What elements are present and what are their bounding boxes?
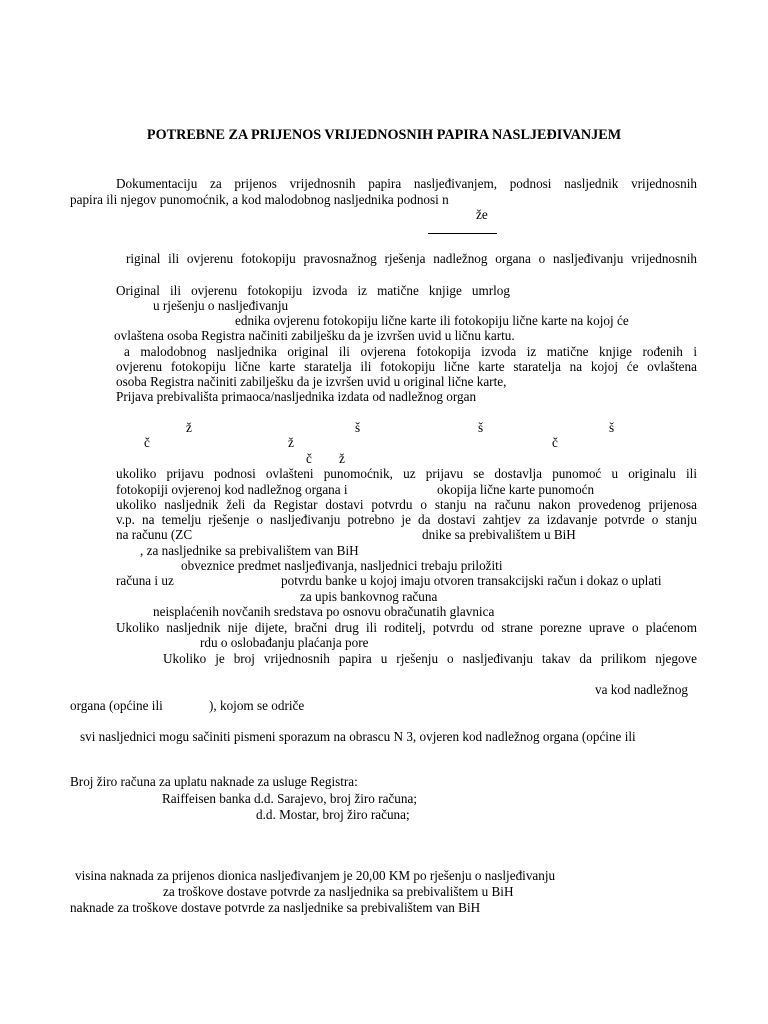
paragraph-line: , za nasljednike sa prebivalištem van BiH xyxy=(140,543,359,558)
paragraph-line: Prijava prebivališta primaoca/nasljednika izdata od nadležnog organ xyxy=(116,389,477,404)
paragraph-line: va kod nadležnog xyxy=(595,682,689,697)
paragraph-line: okopija lične karte punomoćn xyxy=(437,482,595,497)
paragraph-line: dnike sa prebivalištem u BiH xyxy=(422,527,576,542)
paragraph-line: v.p. na temelju rješenje o nasljeđivanju potrebno je da dostavi zahtjev za izdavanje potvrde o stanju xyxy=(116,512,697,527)
paragraph-line: naknade za troškove dostave potvrde za nasljednike sa prebivalištem van BiH xyxy=(70,900,481,915)
paragraph-line: na računu (ZC xyxy=(116,527,193,542)
paragraph-line: visina naknada za prijenos dionica nasljeđivanjem je 20,00 KM po rješenju o nasljeđivanju xyxy=(75,868,556,883)
paragraph-line: potvrdu banke u kojoj imaju otvoren transakcijski račun i dokaz o uplati xyxy=(281,573,662,588)
paragraph-line: ednika ovjerenu fotokopiju lične karte ili fotokopiju lične karte na kojoj će xyxy=(235,313,629,328)
paragraph-line: svi nasljednici mogu sačiniti pismeni sporazum na obrascu N 3, ovjeren kod nadležnog organa (općine ili xyxy=(80,729,636,744)
text-fragment: š xyxy=(355,420,361,435)
paragraph-line: u rješenju o nasljeđivanju xyxy=(153,298,289,313)
paragraph-line: papira ili njegov punomoćnik, a kod malodobnog nasljednika podnosi n xyxy=(70,192,449,207)
paragraph-line: Raiffeisen banka d.d. Sarajevo, broj žiro računa; xyxy=(162,791,417,806)
paragraph-line: d.d. Mostar, broj žiro računa; xyxy=(256,807,410,822)
paragraph-line: Dokumentaciju za prijenos vrijednosnih papira nasljeđivanjem, podnosi nasljednik vrijednosnih xyxy=(116,176,697,191)
paragraph-line: ), kojom se odriče xyxy=(209,698,305,713)
paragraph-line: obveznice predmet nasljeđivanja, nasljednici trebaju priložiti xyxy=(181,558,503,573)
paragraph-line: ukoliko prijavu podnosi ovlašteni punomoćnik, uz prijavu se dostavlja punomoć u originalu ili xyxy=(116,466,697,481)
document-title: POTREBNE ZA PRIJENOS VRIJEDNOSNIH PAPIRA NASLJEĐIVANJEM xyxy=(146,127,622,143)
paragraph-line: a malodobnog nasljednika original ili ovjerena fotokopija izvoda iz matične knjige rođenih i xyxy=(124,344,697,359)
text-fragment: č xyxy=(306,451,312,466)
text-fragment: že xyxy=(476,207,488,222)
text-fragment: ž xyxy=(186,420,192,435)
paragraph-line: riginal ili ovjerenu fotokopiju pravosnažnog rješenja nadležnog organa o nasljeđivanju vrijednosnih xyxy=(126,251,697,266)
paragraph-line: za troškove dostave potvrde za nasljednika sa prebivalištem u BiH xyxy=(163,884,514,899)
paragraph-line: Ukoliko nasljednik nije dijete, bračni drug ili roditelj, potvrdu od strane porezne uprave o plaćenom xyxy=(116,620,697,635)
underline-rule xyxy=(428,233,497,234)
paragraph-line: za upis bankovnog računa xyxy=(300,589,438,604)
paragraph-line: neisplaćenih novčanih sredstava po osnovu obračunatih glavnica xyxy=(153,604,495,619)
paragraph-line: organa (općine ili xyxy=(70,698,163,713)
paragraph-line: Broj žiro računa za uplatu naknade za usluge Registra: xyxy=(70,774,358,789)
paragraph-line: rdu o oslobađanju plaćanja pore xyxy=(200,635,369,650)
paragraph-line: osoba Registra načiniti zabilješku da je izvršen uvid u original lične karte, xyxy=(116,374,507,389)
paragraph-line: računa i uz xyxy=(116,573,174,588)
paragraph-line: fotokopiji ovjerenoj kod nadležnog organa i xyxy=(116,482,348,497)
text-fragment: š xyxy=(478,420,484,435)
text-fragment: ž xyxy=(339,451,345,466)
text-fragment: š xyxy=(609,420,615,435)
text-fragment: č xyxy=(552,435,558,450)
paragraph-line: ovjerenu fotokopiju lične karte staratelja ili fotokopiju lične karte staratelja na kojoj će ovlaštena xyxy=(116,359,697,374)
text-fragment: č xyxy=(144,435,150,450)
paragraph-line: Original ili ovjerenu fotokopiju izvoda iz matične knjige umrlog xyxy=(116,283,510,298)
paragraph-line: ovlaštena osoba Registra načiniti zabilješku da je izvršen uvid u ličnu kartu. xyxy=(114,328,515,343)
paragraph-line: Ukoliko je broj vrijednosnih papira u rješenju o nasljeđivanju takav da prilikom njegove xyxy=(163,651,697,666)
text-fragment: ž xyxy=(288,435,294,450)
paragraph-line: ukoliko nasljednik želi da Registar dostavi potvrdu o stanju na računu nakon provedenog prijenosa xyxy=(116,497,697,512)
